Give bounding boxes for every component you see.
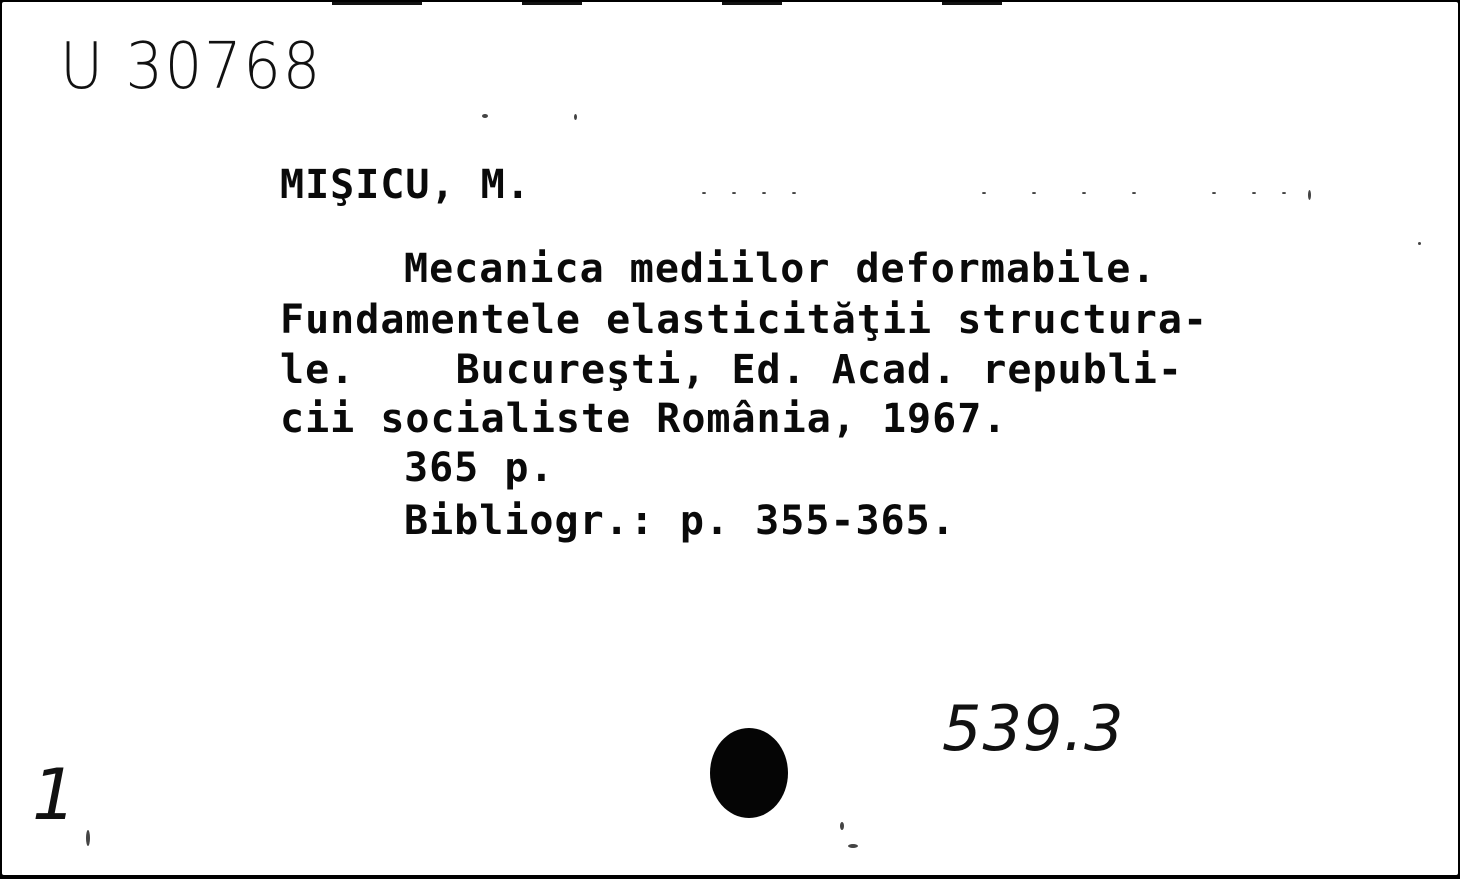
shelf-mark: 539.3 (942, 692, 1125, 765)
ink-speck (86, 830, 90, 846)
ink-speck (1212, 192, 1216, 194)
ink-speck (848, 844, 858, 848)
ink-speck (1308, 190, 1311, 200)
edge-mark (522, 2, 582, 5)
ink-speck (1418, 242, 1421, 245)
ink-speck (1082, 192, 1086, 194)
punch-hole (710, 728, 788, 818)
edge-mark (942, 2, 1002, 5)
author-heading: MIŞICU, M. (280, 162, 531, 208)
title-line: Mecanica mediilor deformabile. (404, 246, 1157, 292)
edge-mark (332, 2, 422, 5)
ink-speck (1252, 192, 1256, 194)
ink-speck (732, 192, 736, 194)
call-number: U 30768 (60, 30, 322, 104)
ink-speck (702, 192, 706, 194)
ink-speck (482, 114, 488, 118)
ink-speck (840, 822, 844, 830)
ink-speck (1032, 192, 1036, 194)
edge-mark (722, 2, 782, 5)
page-count: 365 p. (404, 445, 555, 491)
card-index-number: 1 (32, 754, 77, 836)
ink-speck (1132, 192, 1136, 194)
catalog-card (2, 2, 1458, 875)
bibliography-note: Bibliogr.: p. 355-365. (404, 498, 956, 544)
ink-speck (1282, 192, 1286, 194)
ink-speck (982, 192, 986, 194)
title-line: cii socialiste România, 1967. (280, 396, 1008, 442)
title-line: le. Bucureşti, Ed. Acad. republi- (280, 347, 1183, 393)
ink-speck (574, 114, 577, 120)
ink-speck (792, 192, 796, 194)
title-line: Fundamentele elasticităţii structura- (280, 297, 1209, 343)
ink-speck (762, 192, 766, 194)
